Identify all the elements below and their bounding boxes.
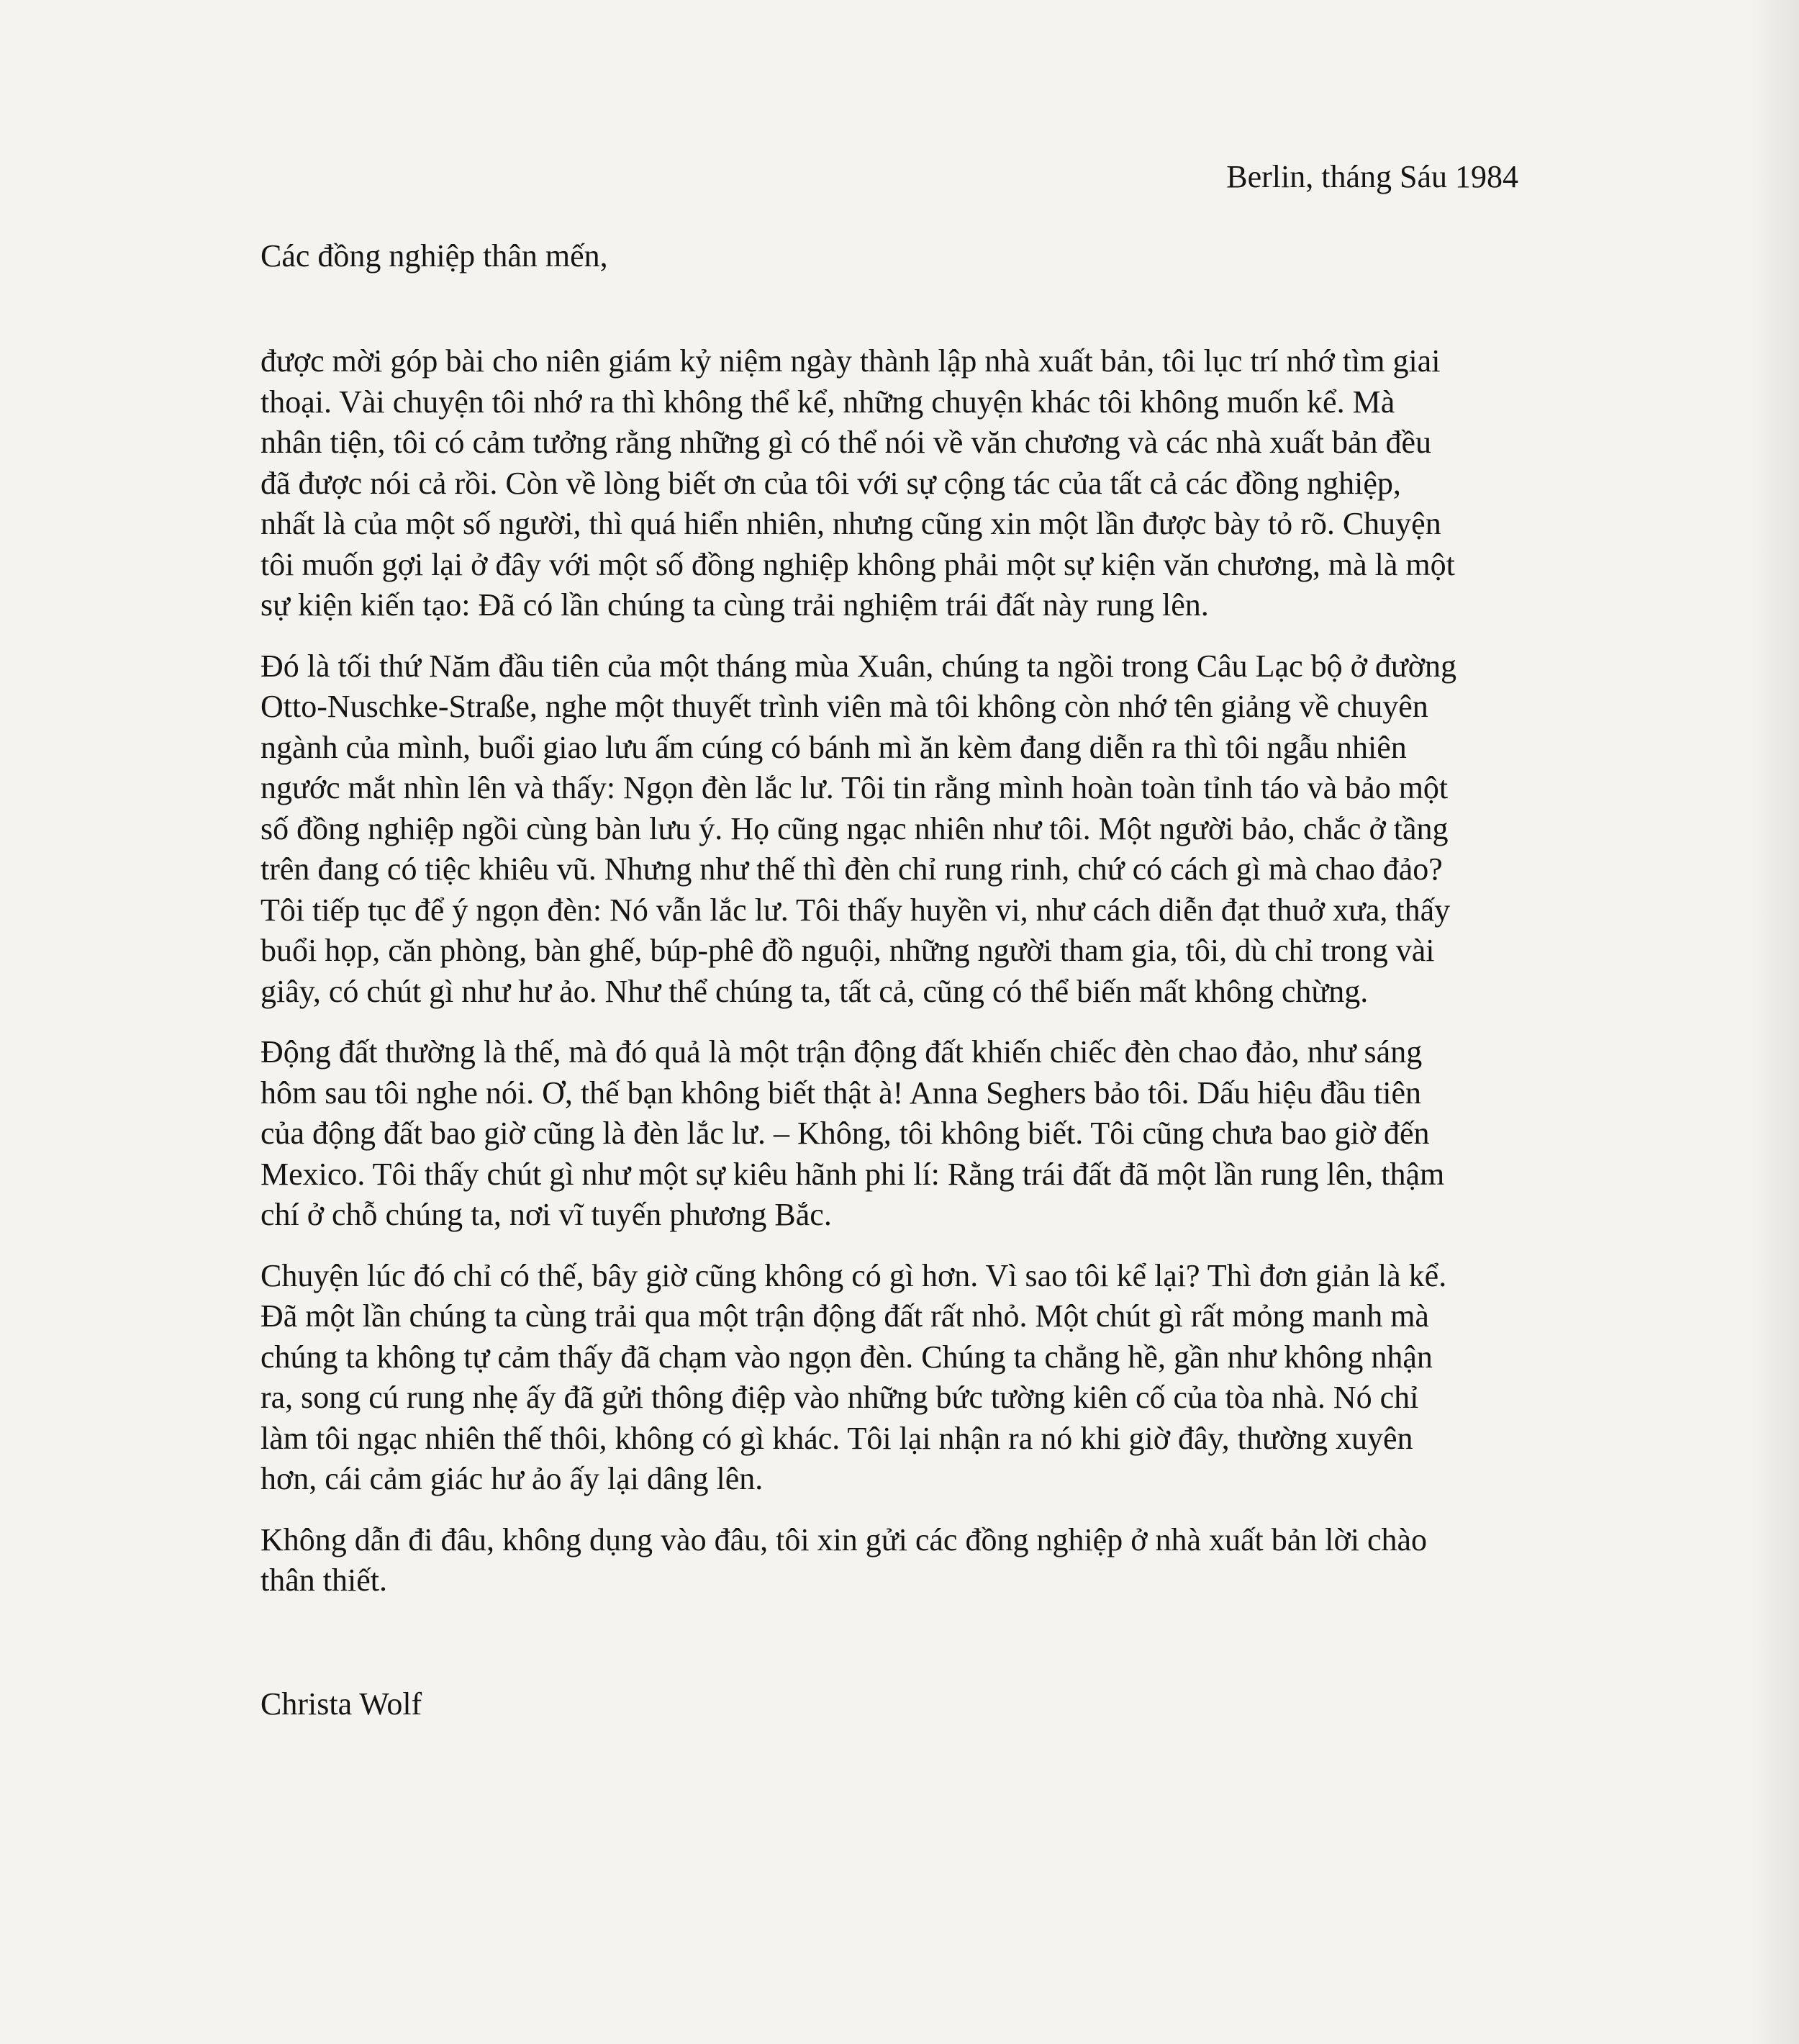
text-line: Không dẫn đi đâu, không dụng vào đâu, tôi xin gửi các đồng nghiệp ở nhà xuất bản lời chào <box>260 1521 1428 1557</box>
text-line: Otto-Nuschke-Straße, nghe một thuyết trình viên mà tôi không còn nhớ tên giảng về chuyên <box>260 689 1428 724</box>
text-line: nhân tiện, tôi có cảm tưởng rằng những gì có thể nói về văn chương và các nhà xuất bản đều <box>260 425 1432 460</box>
text-line: thân thiết. <box>260 1563 387 1598</box>
text-line: trên đang có tiệc khiêu vũ. Nhưng như thế thì đèn chỉ rung rinh, chứ có cách gì mà chao đảo? <box>260 851 1443 887</box>
paragraph-5 <box>260 1520 1527 1601</box>
text-line: Đó là tối thứ Năm đầu tiên của một tháng mùa Xuân, chúng ta ngồi trong Câu Lạc bộ ở đường <box>260 648 1456 684</box>
page-edge-shadow <box>1749 0 1799 2044</box>
text-line: được mời góp bài cho niên giám kỷ niệm ngày thành lập nhà xuất bản, tôi lục trí nhớ tìm giai <box>260 343 1441 379</box>
paragraph-1 <box>260 341 1527 626</box>
text-line: số đồng nghiệp ngồi cùng bàn lưu ý. Họ cũng ngạc nhiên như tôi. Một người bảo, chắc ở tầng <box>260 810 1449 846</box>
text-line: làm tôi ngạc nhiên thế thôi, không có gì khác. Tôi lại nhận ra nó khi giờ đây, thường xuyên <box>260 1420 1413 1456</box>
paragraph-2 <box>260 646 1527 1013</box>
text-line: tôi muốn gợi lại ở đây với một số đồng nghiệp không phải một sự kiện văn chương, mà là một <box>260 546 1455 582</box>
letter-body <box>260 341 1527 1622</box>
paragraph-4 <box>260 1256 1527 1500</box>
text-line: hôm sau tôi nghe nói. Ơ, thế bạn không biết thật à! Anna Seghers bảo tôi. Dấu hiệu đầu tiên <box>260 1075 1422 1111</box>
text-line: hơn, cái cảm giác hư ảo ấy lại dâng lên. <box>260 1461 763 1496</box>
text-line: chúng ta không tự cảm thấy đã chạm vào ngọn đèn. Chúng ta chẳng hề, gần như không nhận <box>260 1339 1433 1375</box>
text-line: nhất là của một số người, thì quá hiển nhiên, nhưng cũng xin một lần được bày tỏ rõ. Chuyện <box>260 506 1441 541</box>
text-line: giây, có chút gì như hư ảo. Như thể chúng ta, tất cả, cũng có thể biến mất không chừng. <box>260 973 1369 1009</box>
text-line: chí ở chỗ chúng ta, nơi vĩ tuyến phương Bắc. <box>260 1197 832 1232</box>
text-line: Tôi tiếp tục để ý ngọn đèn: Nó vẫn lắc lư. Tôi thấy huyền vi, như cách diễn đạt thuở xưa, thấy <box>260 892 1451 928</box>
letter-signature: Christa Wolf <box>260 1686 422 1722</box>
text-line: đã được nói cả rồi. Còn về lòng biết ơn của tôi với sự cộng tác của tất cả các đồng nghiệp, <box>260 465 1401 501</box>
text-line: Đã một lần chúng ta cùng trải qua một trận động đất rất nhỏ. Một chút gì rất mỏng manh mà <box>260 1298 1429 1334</box>
text-line: ra, song cú rung nhẹ ấy đã gửi thông điệp vào những bức tường kiên cố của tòa nhà. Nó chỉ <box>260 1380 1419 1415</box>
text-line: ngước mắt nhìn lên và thấy: Ngọn đèn lắc lư. Tôi tin rằng mình hoàn toàn tỉnh táo và bảo một <box>260 770 1449 805</box>
text-line: sự kiện kiến tạo: Đã có lần chúng ta cùng trải nghiệm trái đất này rung lên. <box>260 587 1209 623</box>
letter-salutation: Các đồng nghiệp thân mến, <box>260 238 608 273</box>
text-line: buổi họp, căn phòng, bàn ghế, búp-phê đồ nguội, những người tham gia, tôi, dù chỉ trong vài <box>260 933 1435 968</box>
text-line: Động đất thường là thế, mà đó quả là một trận động đất khiến chiếc đèn chao đảo, như sáng <box>260 1034 1423 1070</box>
text-line: thoại. Vài chuyện tôi nhớ ra thì không thể kể, những chuyện khác tôi không muốn kể. Mà <box>260 384 1395 420</box>
text-line: Chuyện lúc đó chỉ có thế, bây giờ cũng không có gì hơn. Vì sao tôi kể lại? Thì đơn giản là kể. <box>260 1257 1447 1293</box>
text-line: Mexico. Tôi thấy chút gì như một sự kiêu hãnh phi lí: Rằng trái đất đã một lần rung lên, thậm <box>260 1156 1445 1192</box>
text-line: của động đất bao giờ cũng là đèn lắc lư. – Không, tôi không biết. Tôi cũng chưa bao giờ đến <box>260 1116 1430 1151</box>
letter-date: Berlin, tháng Sáu 1984 <box>1226 159 1518 194</box>
text-line: ngành của mình, buổi giao lưu ấm cúng có bánh mì ăn kèm đang diễn ra thì tôi ngẫu nhiên <box>260 729 1407 765</box>
paragraph-3 <box>260 1032 1527 1236</box>
